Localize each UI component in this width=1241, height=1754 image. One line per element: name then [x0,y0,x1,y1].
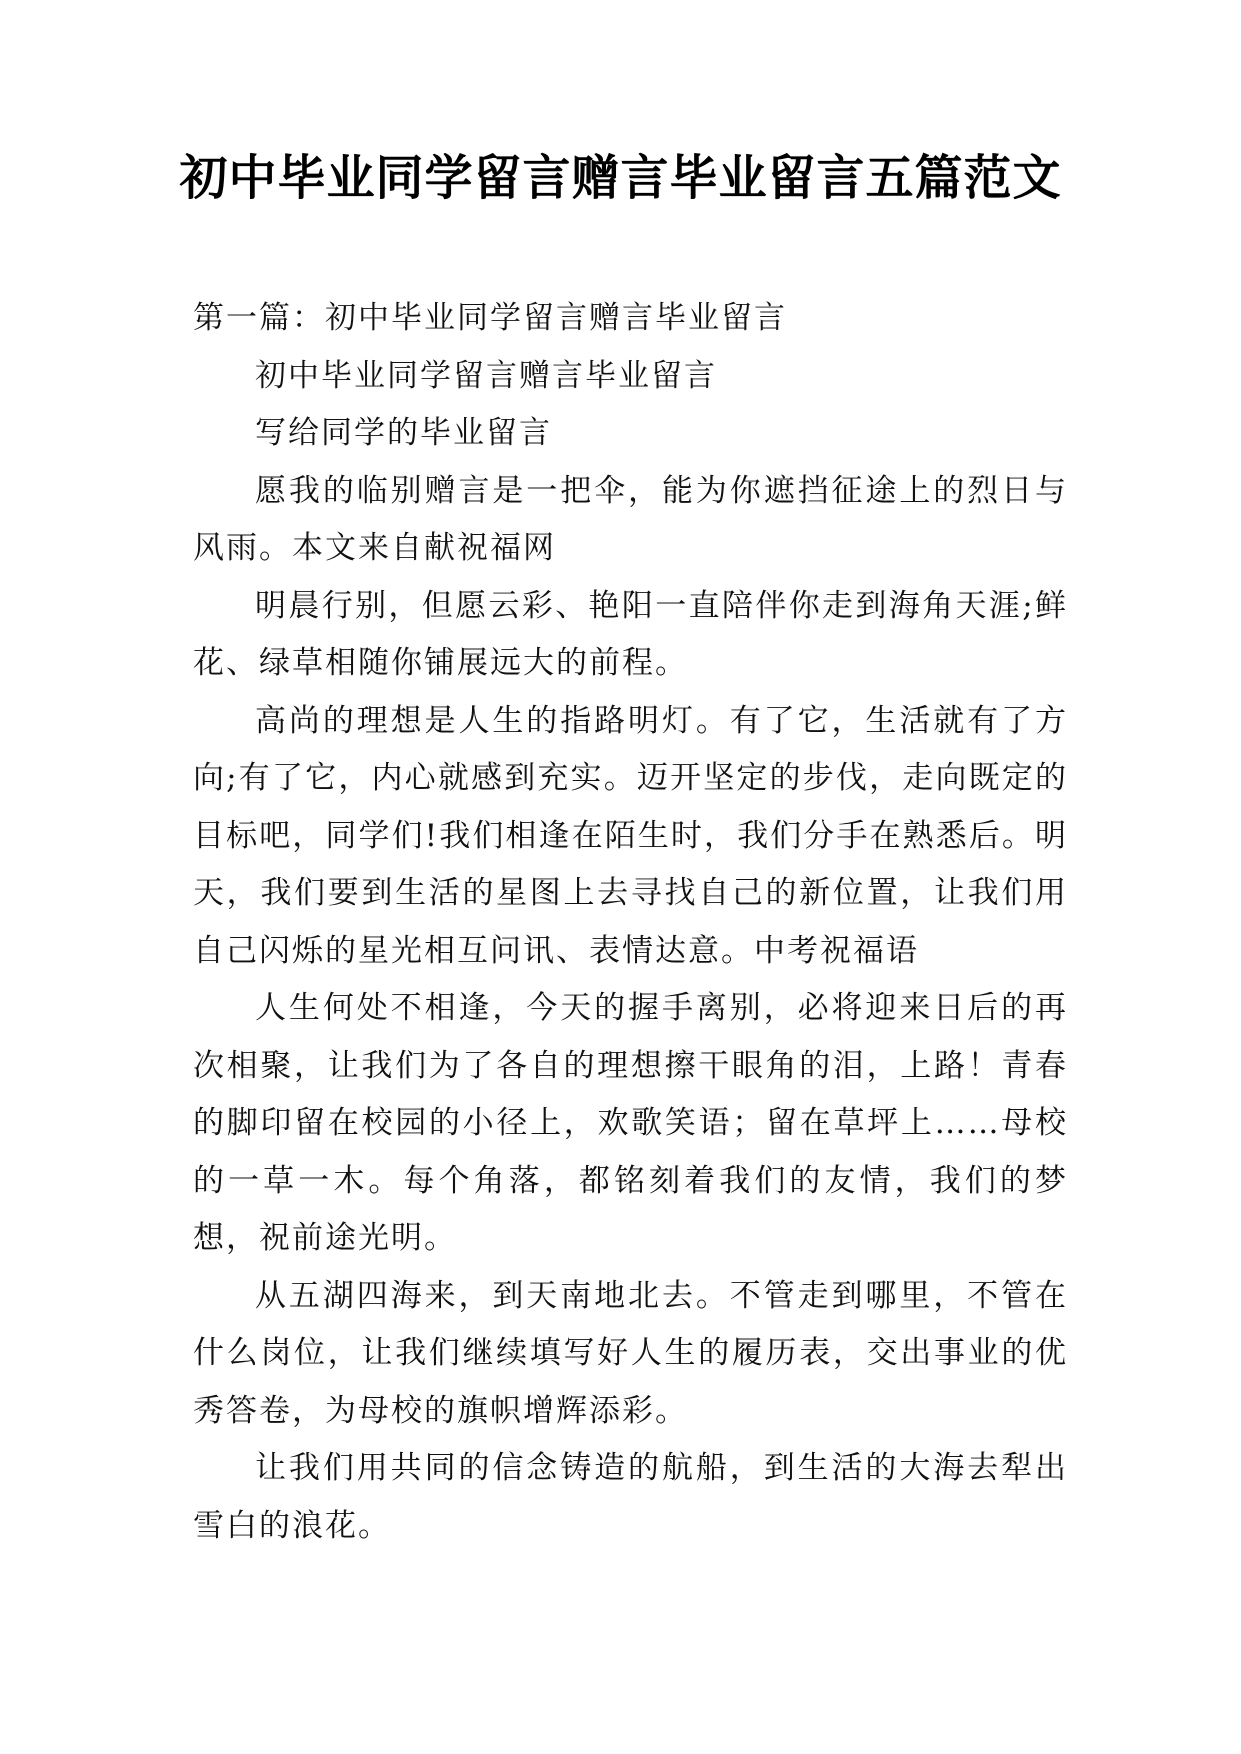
document-body [193,290,1068,1555]
paragraph: 人生何处不相逢，今天的握手离别，必将迎来日后的再次相聚，让我们为了各自的理想擦干眼角的泪，上路！青春的脚印留在校园的小径上，欢歌笑语；留在草坪上……母校的一草一木。每个角落，都铭刻着我们的友情，我们的梦想，祝前途光明。 [193,990,1068,1256]
paragraph: 高尚的理想是人生的指路明灯。有了它，生活就有了方向;有了它，内心就感到充实。迈开坚定的步伐，走向既定的目标吧，同学们!我们相逢在陌生时，我们分手在熟悉后。明天，我们要到生活的星图上去寻找自己的新位置，让我们用自己闪烁的星光相互问讯、表情达意。中考祝福语 [193,702,1068,969]
section-heading: 第一篇：初中毕业同学留言赠言毕业留言 [193,300,787,336]
paragraph: 写给同学的毕业留言 [255,415,552,451]
paragraph: 从五湖四海来，到天南地北去。不管走到哪里，不管在什么岗位，让我们继续填写好人生的履历表，交出事业的优秀答卷，为母校的旗帜增辉添彩。 [193,1277,1068,1429]
paragraph: 愿我的临别赠言是一把伞，能为你遮挡征途上的烈日与风雨。本文来自献祝福网 [193,472,1068,566]
paragraph: 初中毕业同学留言赠言毕业留言 [255,357,717,394]
paragraph: 明晨行别，但愿云彩、艳阳一直陪伴你走到海角天涯;鲜花、绿草相随你铺展远大的前程。 [193,587,1068,681]
document-title: 初中毕业同学留言赠言毕业留言五篇范文 [179,150,1062,206]
paragraph: 让我们用共同的信念铸造的航船，到生活的大海去犁出雪白的浪花。 [193,1450,1068,1544]
